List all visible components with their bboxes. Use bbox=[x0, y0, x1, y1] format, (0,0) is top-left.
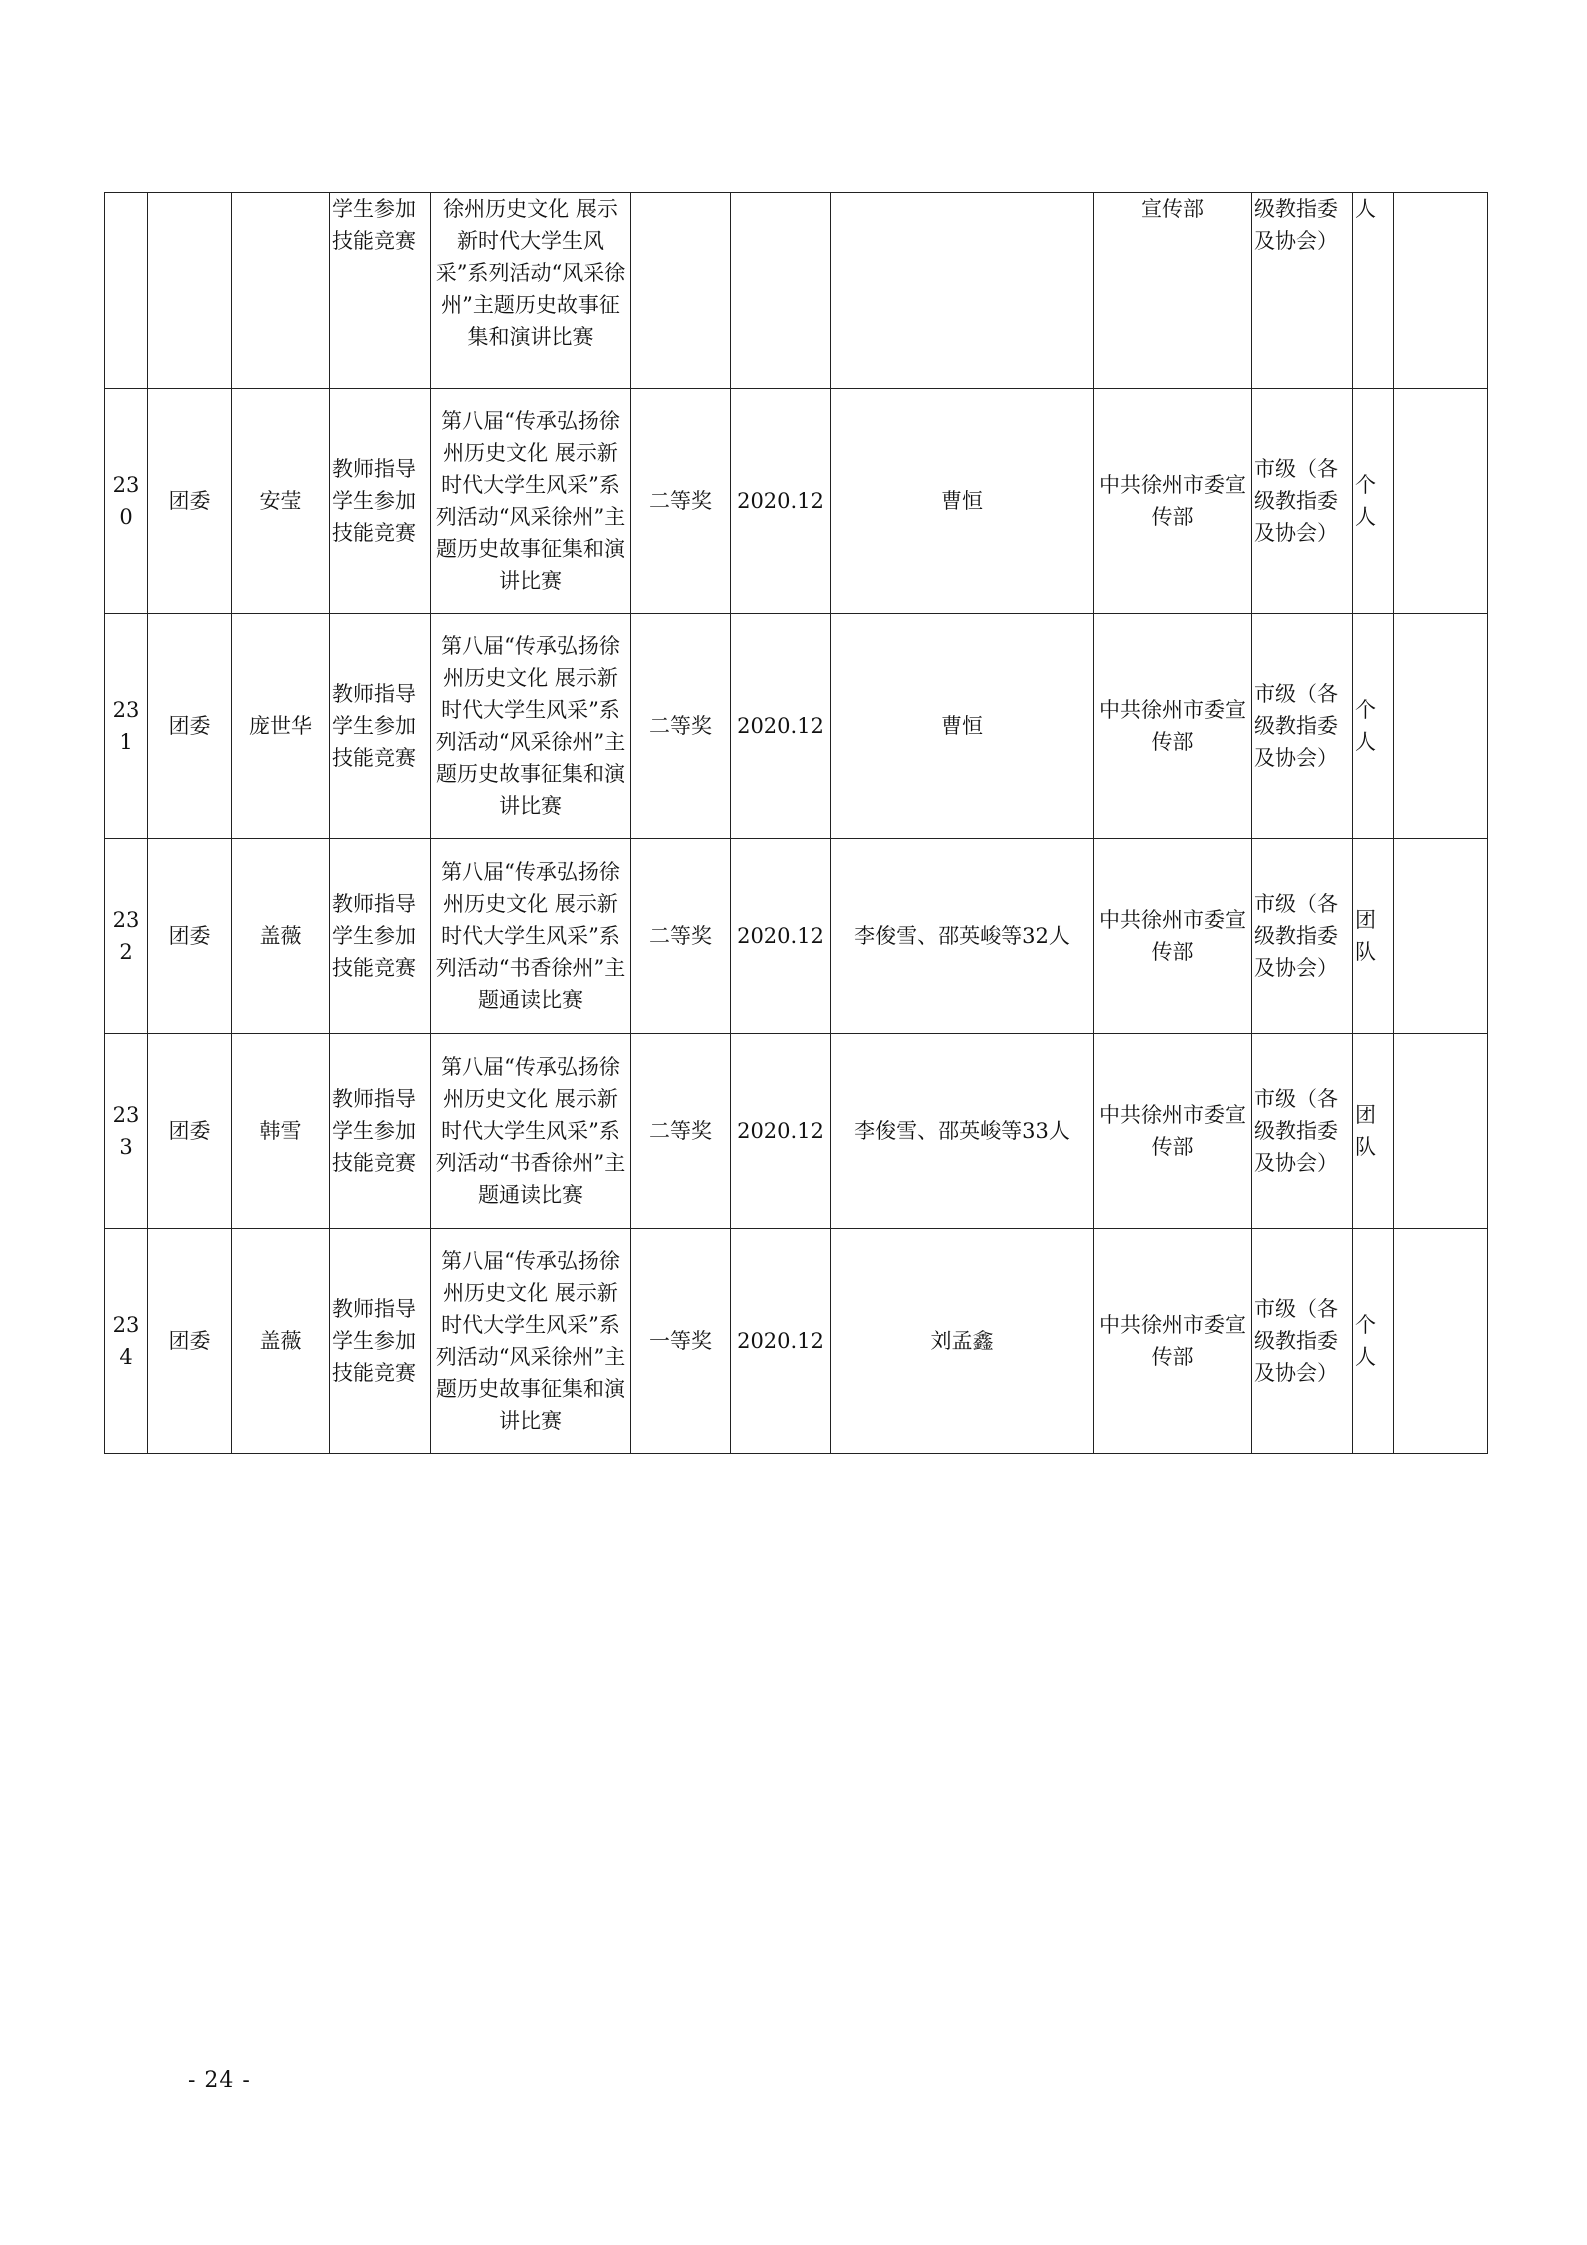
cell-issuer: 中共徐州市委宣传部 bbox=[1094, 614, 1252, 839]
cell-issuer: 中共徐州市委宣传部 bbox=[1094, 389, 1252, 614]
cell-no: 234 bbox=[105, 1229, 148, 1454]
cell-teacher: 盖薇 bbox=[232, 1229, 330, 1454]
cell-no: 233 bbox=[105, 1034, 148, 1229]
cell-remark bbox=[1394, 839, 1488, 1034]
cell-date: 2020.12 bbox=[731, 1034, 831, 1229]
cell-teacher: 安莹 bbox=[232, 389, 330, 614]
cell-dept: 团委 bbox=[148, 1034, 232, 1229]
table-row-continued bbox=[105, 193, 1488, 389]
cell-award bbox=[631, 193, 731, 389]
cell-category: 教师指导学生参加技能竞赛 bbox=[330, 1034, 431, 1229]
cell-issuer: 宣传部 bbox=[1094, 193, 1252, 389]
cell-contest: 第八届“传承弘扬徐州历史文化 展示新时代大学生风采”系列活动“书香徐州”主题通读比赛 bbox=[431, 839, 631, 1034]
cell-award: 二等奖 bbox=[631, 389, 731, 614]
cell-students bbox=[831, 193, 1094, 389]
table-row bbox=[105, 839, 1488, 1034]
cell-remark bbox=[1394, 389, 1488, 614]
cell-award: 二等奖 bbox=[631, 1034, 731, 1229]
cell-remark bbox=[1394, 193, 1488, 389]
cell-type: 团队 bbox=[1353, 1034, 1394, 1229]
cell-dept bbox=[148, 193, 232, 389]
cell-issuer: 中共徐州市委宣传部 bbox=[1094, 1034, 1252, 1229]
cell-teacher: 韩雪 bbox=[232, 1034, 330, 1229]
cell-students: 曹恒 bbox=[831, 614, 1094, 839]
cell-date: 2020.12 bbox=[731, 1229, 831, 1454]
cell-students: 刘孟鑫 bbox=[831, 1229, 1094, 1454]
table-row bbox=[105, 1034, 1488, 1229]
page-number: - 24 - bbox=[188, 2068, 251, 2093]
table-row bbox=[105, 1229, 1488, 1454]
cell-level: 级教指委及协会） bbox=[1252, 193, 1353, 389]
cell-dept: 团委 bbox=[148, 839, 232, 1034]
cell-remark bbox=[1394, 1034, 1488, 1229]
cell-contest: 徐州历史文化 展示新时代大学生风采”系列活动“风采徐州”主题历史故事征集和演讲比赛 bbox=[431, 193, 631, 389]
table-row bbox=[105, 389, 1488, 614]
cell-date: 2020.12 bbox=[731, 389, 831, 614]
cell-remark bbox=[1394, 614, 1488, 839]
cell-type: 个人 bbox=[1353, 389, 1394, 614]
cell-category: 教师指导学生参加技能竞赛 bbox=[330, 839, 431, 1034]
cell-students: 曹恒 bbox=[831, 389, 1094, 614]
cell-issuer: 中共徐州市委宣传部 bbox=[1094, 839, 1252, 1034]
cell-no bbox=[105, 193, 148, 389]
cell-no: 230 bbox=[105, 389, 148, 614]
cell-type: 个人 bbox=[1353, 614, 1394, 839]
cell-category: 教师指导学生参加技能竞赛 bbox=[330, 389, 431, 614]
cell-no: 231 bbox=[105, 614, 148, 839]
cell-level: 市级（各级教指委及协会） bbox=[1252, 614, 1353, 839]
cell-dept: 团委 bbox=[148, 1229, 232, 1454]
cell-contest: 第八届“传承弘扬徐州历史文化 展示新时代大学生风采”系列活动“风采徐州”主题历史故事征集和演讲比赛 bbox=[431, 614, 631, 839]
cell-level: 市级（各级教指委及协会） bbox=[1252, 1229, 1353, 1454]
cell-students: 李俊雪、邵英峻等33人 bbox=[831, 1034, 1094, 1229]
cell-teacher: 庞世华 bbox=[232, 614, 330, 839]
cell-category: 学生参加技能竞赛 bbox=[330, 193, 431, 389]
cell-level: 市级（各级教指委及协会） bbox=[1252, 1034, 1353, 1229]
table-row bbox=[105, 614, 1488, 839]
cell-teacher bbox=[232, 193, 330, 389]
cell-award: 一等奖 bbox=[631, 1229, 731, 1454]
cell-dept: 团委 bbox=[148, 389, 232, 614]
cell-issuer: 中共徐州市委宣传部 bbox=[1094, 1229, 1252, 1454]
cell-type: 个人 bbox=[1353, 1229, 1394, 1454]
cell-level: 市级（各级教指委及协会） bbox=[1252, 839, 1353, 1034]
cell-category: 教师指导学生参加技能竞赛 bbox=[330, 614, 431, 839]
cell-no: 232 bbox=[105, 839, 148, 1034]
cell-contest: 第八届“传承弘扬徐州历史文化 展示新时代大学生风采”系列活动“风采徐州”主题历史故事征集和演讲比赛 bbox=[431, 1229, 631, 1454]
cell-contest: 第八届“传承弘扬徐州历史文化 展示新时代大学生风采”系列活动“书香徐州”主题通读比赛 bbox=[431, 1034, 631, 1229]
cell-students: 李俊雪、邵英峻等32人 bbox=[831, 839, 1094, 1034]
cell-teacher: 盖薇 bbox=[232, 839, 330, 1034]
cell-date bbox=[731, 193, 831, 389]
awards-table bbox=[104, 192, 1488, 1454]
cell-award: 二等奖 bbox=[631, 614, 731, 839]
cell-date: 2020.12 bbox=[731, 614, 831, 839]
cell-level: 市级（各级教指委及协会） bbox=[1252, 389, 1353, 614]
cell-category: 教师指导学生参加技能竞赛 bbox=[330, 1229, 431, 1454]
cell-type: 团队 bbox=[1353, 839, 1394, 1034]
cell-type: 人 bbox=[1353, 193, 1394, 389]
cell-award: 二等奖 bbox=[631, 839, 731, 1034]
cell-date: 2020.12 bbox=[731, 839, 831, 1034]
cell-contest: 第八届“传承弘扬徐州历史文化 展示新时代大学生风采”系列活动“风采徐州”主题历史故事征集和演讲比赛 bbox=[431, 389, 631, 614]
cell-dept: 团委 bbox=[148, 614, 232, 839]
cell-remark bbox=[1394, 1229, 1488, 1454]
